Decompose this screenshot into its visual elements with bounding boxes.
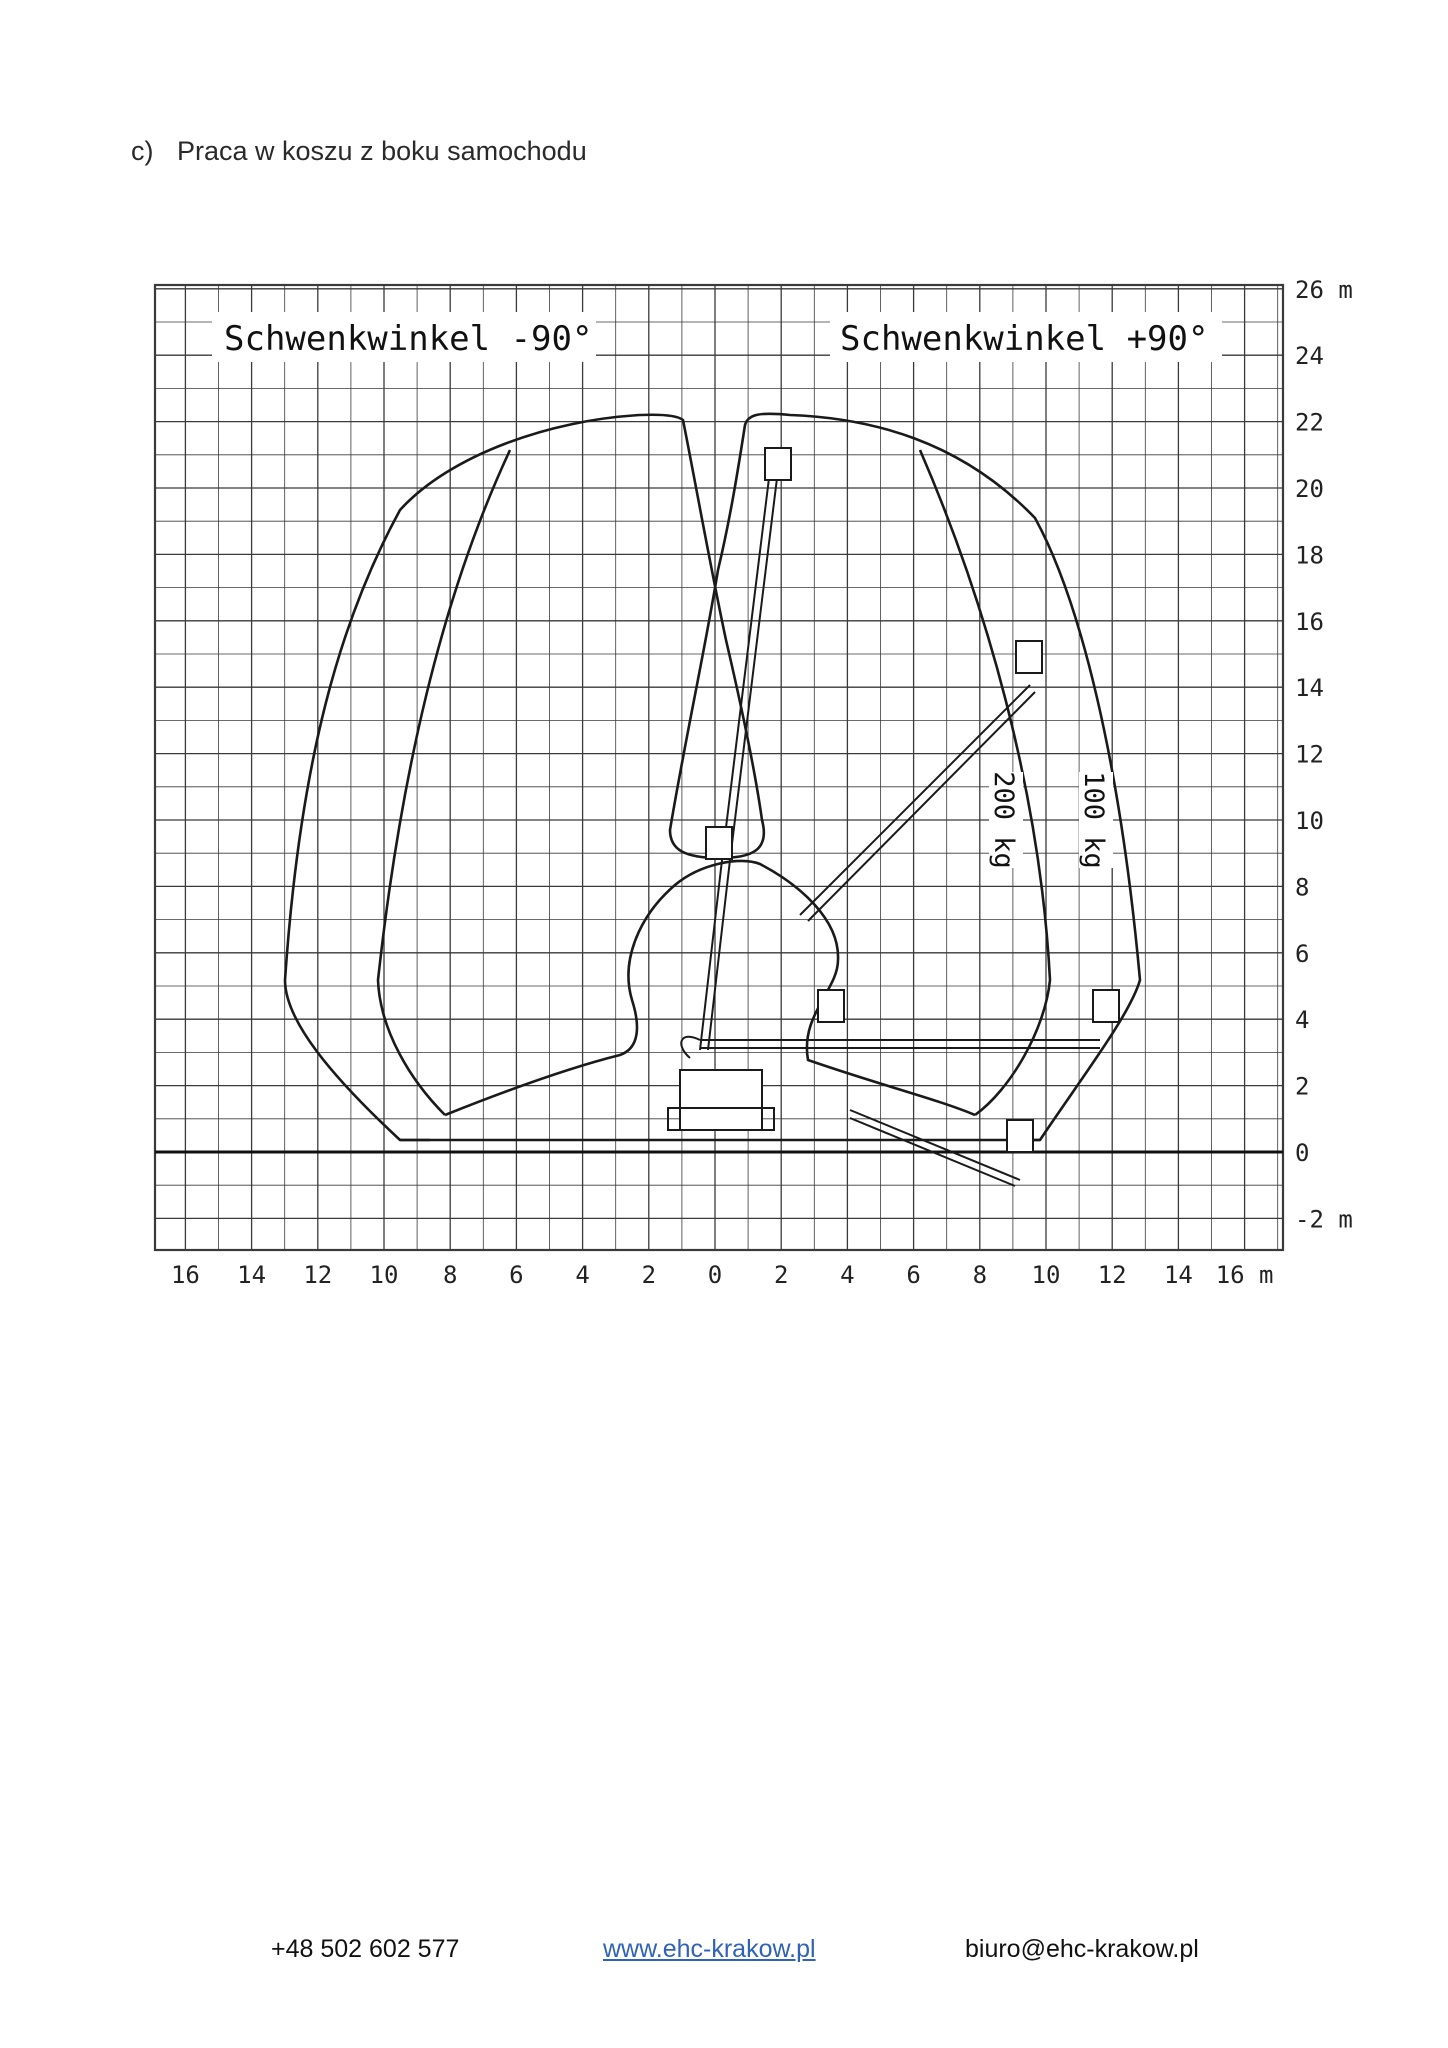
y-tick-label: 0: [1295, 1139, 1310, 1167]
footer-email: biuro@ehc-krakow.pl: [965, 1935, 1199, 1963]
footer-website-link[interactable]: www.ehc-krakow.pl: [603, 1935, 816, 1963]
x-tick-label: 8: [442, 1261, 458, 1289]
basket-icon: [706, 827, 732, 859]
y-tick-label: 16: [1295, 607, 1324, 636]
envelope-curve: [378, 450, 510, 1115]
x-tick-label: 10: [369, 1261, 399, 1289]
label-swing-left: Schwenkwinkel -90°: [224, 319, 593, 359]
section-marker: c): [131, 136, 154, 166]
y-tick-label: 6: [1295, 939, 1310, 968]
basket-icon: [818, 990, 844, 1022]
y-tick-label: -2 m: [1295, 1205, 1353, 1234]
y-tick-label: 18: [1295, 541, 1324, 570]
x-tick-label: 6: [509, 1261, 524, 1289]
envelope-curve: [920, 450, 1050, 1115]
lift-machine: [668, 448, 1119, 1186]
x-tick-label: 6: [906, 1261, 921, 1289]
label-swing-right: Schwenkwinkel +90°: [840, 319, 1209, 359]
truck-icon: [680, 1070, 762, 1130]
x-tick-label: 12: [1097, 1261, 1127, 1289]
label-load-100: 100 kg: [1078, 771, 1109, 869]
y-axis-ticks: [1295, 276, 1353, 1234]
x-tick-label: 8: [972, 1261, 988, 1289]
x-tick-label: 2: [773, 1261, 789, 1289]
basket-icon: [1016, 641, 1042, 673]
y-tick-label: 2: [1295, 1072, 1310, 1101]
basket-icon: [765, 448, 791, 480]
y-tick-label: 26 m: [1295, 275, 1353, 304]
x-tick-label: 12: [303, 1261, 333, 1289]
label-load-200: 200 kg: [988, 771, 1019, 869]
x-tick-label: 14: [237, 1261, 267, 1289]
x-tick-label: 4: [840, 1261, 855, 1289]
x-tick-label: 4: [575, 1261, 590, 1289]
basket-icon: [1093, 990, 1119, 1022]
basket-icon: [1007, 1120, 1033, 1152]
y-tick-label: 20: [1295, 475, 1324, 503]
x-tick-label: 16: [170, 1261, 200, 1289]
y-tick-label: 22: [1295, 408, 1324, 437]
y-tick-label: 24: [1295, 342, 1324, 371]
x-tick-label: 16 m: [1215, 1261, 1274, 1289]
x-tick-label: 0: [707, 1261, 723, 1289]
section-heading: Praca w koszu z boku samochodu: [177, 136, 587, 166]
footer-phone: +48 502 602 577: [271, 1935, 460, 1963]
x-axis-ticks: [171, 1261, 1274, 1289]
y-tick-label: 10: [1295, 807, 1324, 835]
x-tick-label: 14: [1163, 1261, 1193, 1289]
x-tick-label: 2: [641, 1261, 657, 1289]
y-tick-label: 12: [1295, 740, 1324, 769]
x-tick-label: 10: [1031, 1261, 1061, 1289]
y-tick-label: 14: [1295, 674, 1324, 703]
y-tick-label: 8: [1295, 873, 1310, 902]
y-tick-label: 4: [1295, 1006, 1310, 1035]
